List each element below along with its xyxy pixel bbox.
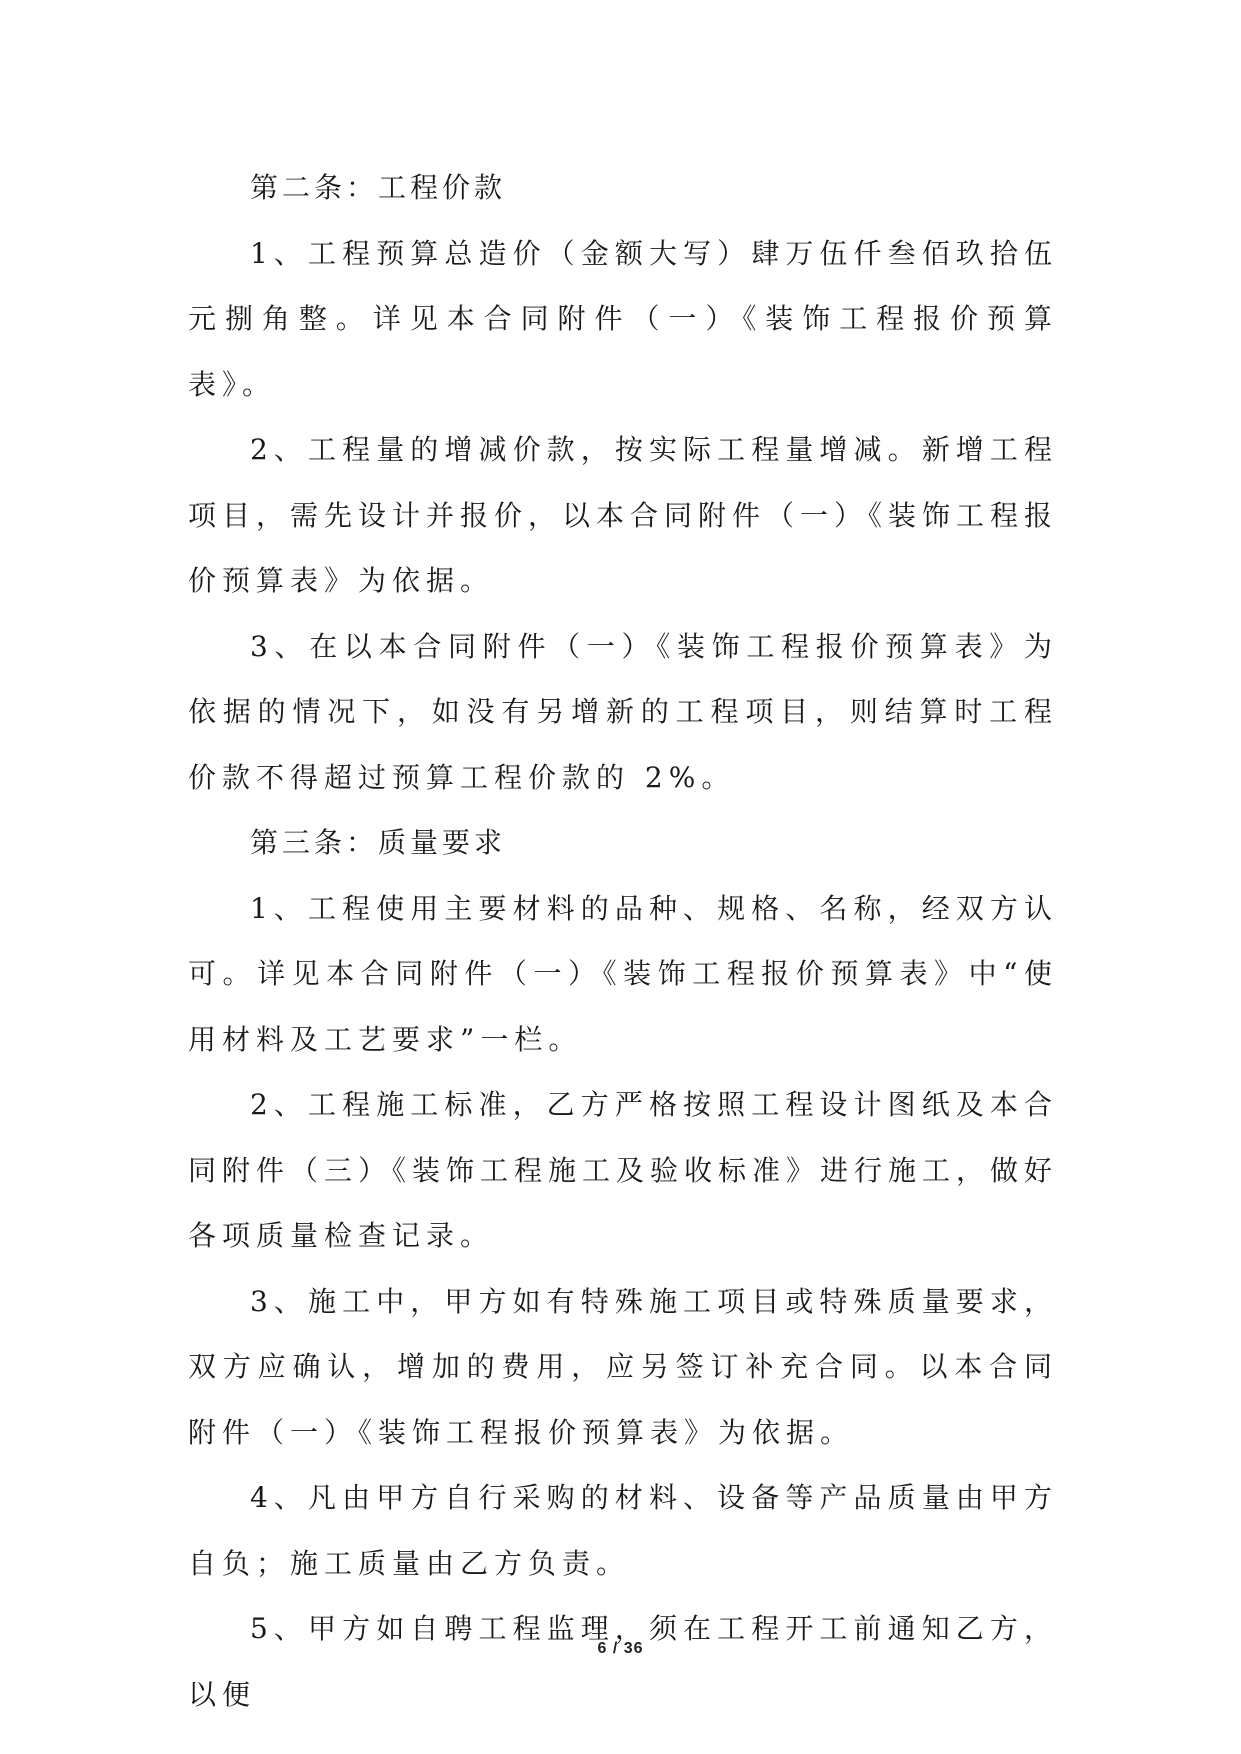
paragraph: 5、甲方如自聘工程监理，须在工程开工前通知乙方，以便 [188,1612,1058,1711]
document-body [188,155,1058,1727]
paragraph: 3、在以本合同附件（一）《装饰工程报价预算表》为依据的情况下，如没有另增新的工程项目，则结算时工程价款不得超过预算工程价款的 2%。 [188,629,1058,794]
page-number: 6 / 36 [597,1640,644,1657]
paragraph: 1、工程预算总造价（金额大写）肆万伍仟叁佰玖拾伍元捌角整。详见本合同附件（一）《装饰工程报价预算表》。 [188,236,1058,401]
paragraph: 4、凡由甲方自行采购的材料、设备等产品质量由甲方自负；施工质量由乙方负责。 [188,1481,1058,1580]
section-heading: 第二条：工程价款 [250,171,507,204]
paragraph: 3、施工中，甲方如有特殊施工项目或特殊质量要求，双方应确认，增加的费用，应另签订补充合同。以本合同附件（一）《装饰工程报价预算表》为依据。 [188,1284,1058,1449]
paragraph: 2、工程施工标准，乙方严格按照工程设计图纸及本合同附件（三）《装饰工程施工及验收标准》进行施工，做好各项质量检查记录。 [188,1088,1059,1252]
paragraph: 1、工程使用主要材料的品种、规格、名称，经双方认可。详见本合同附件（一）《装饰工程报价预算表》中“使用材料及工艺要求”一栏。 [188,891,1058,1056]
paragraph: 2、工程量的增减价款，按实际工程量增减。新增工程项目，需先设计并报价，以本合同附件（一）《装饰工程报价预算表》为依据。 [188,433,1059,597]
section-heading: 第三条：质量要求 [250,826,507,859]
